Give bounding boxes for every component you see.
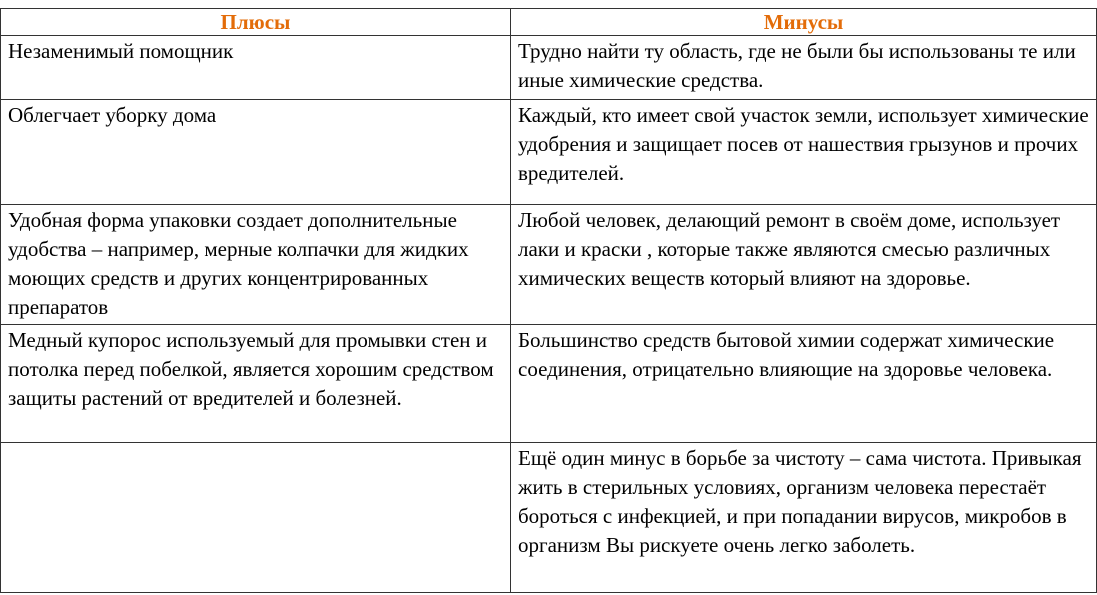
- table-row: [1, 443, 1097, 593]
- table-row: [1, 36, 1097, 100]
- pros-cell: Медный купорос используемый для промывки стен и потолка перед побелкой, является хорошим средством защиты растений от вредителей и болезней.: [1, 325, 511, 443]
- table-row: [1, 100, 1097, 205]
- cons-cell: Каждый, кто имеет свой участок земли, использует химические удобрения и защищает посев от нашествия грызунов и прочих вредителей.: [511, 100, 1097, 205]
- cons-cell: Большинство средств бытовой химии содержат химические соединения, отрицательно влияющие на здоровье человека.: [511, 325, 1097, 443]
- pros-cell-empty: [1, 443, 511, 593]
- pros-cell: Удобная форма упаковки создает дополнительные удобства – например, мерные колпачки для жидких моющих средств и других концентрированных препаратов: [1, 205, 511, 325]
- pros-header: Плюсы: [1, 9, 511, 36]
- pros-cell: Незаменимый помощник: [1, 36, 511, 100]
- cons-header: Минусы: [511, 9, 1097, 36]
- pros-cell: Облегчает уборку дома: [1, 100, 511, 205]
- cons-cell: Любой человек, делающий ремонт в своём доме, использует лаки и краски , которые также являются смесью различных химических веществ который влияют на здоровье.: [511, 205, 1097, 325]
- cons-cell: Ещё один минус в борьбе за чистоту – сама чистота. Привыкая жить в стерильных условиях, организм человека перестаёт бороться с инфекцией, и при попадании вирусов, микробов в организм Вы рискуете очень легко заболеть.: [511, 443, 1097, 593]
- table-row: [1, 205, 1097, 325]
- cons-cell: Трудно найти ту область, где не были бы использованы те или иные химические средства.: [511, 36, 1097, 100]
- header-row: [1, 9, 1097, 36]
- pros-cons-table: [0, 8, 1097, 593]
- table-row: [1, 325, 1097, 443]
